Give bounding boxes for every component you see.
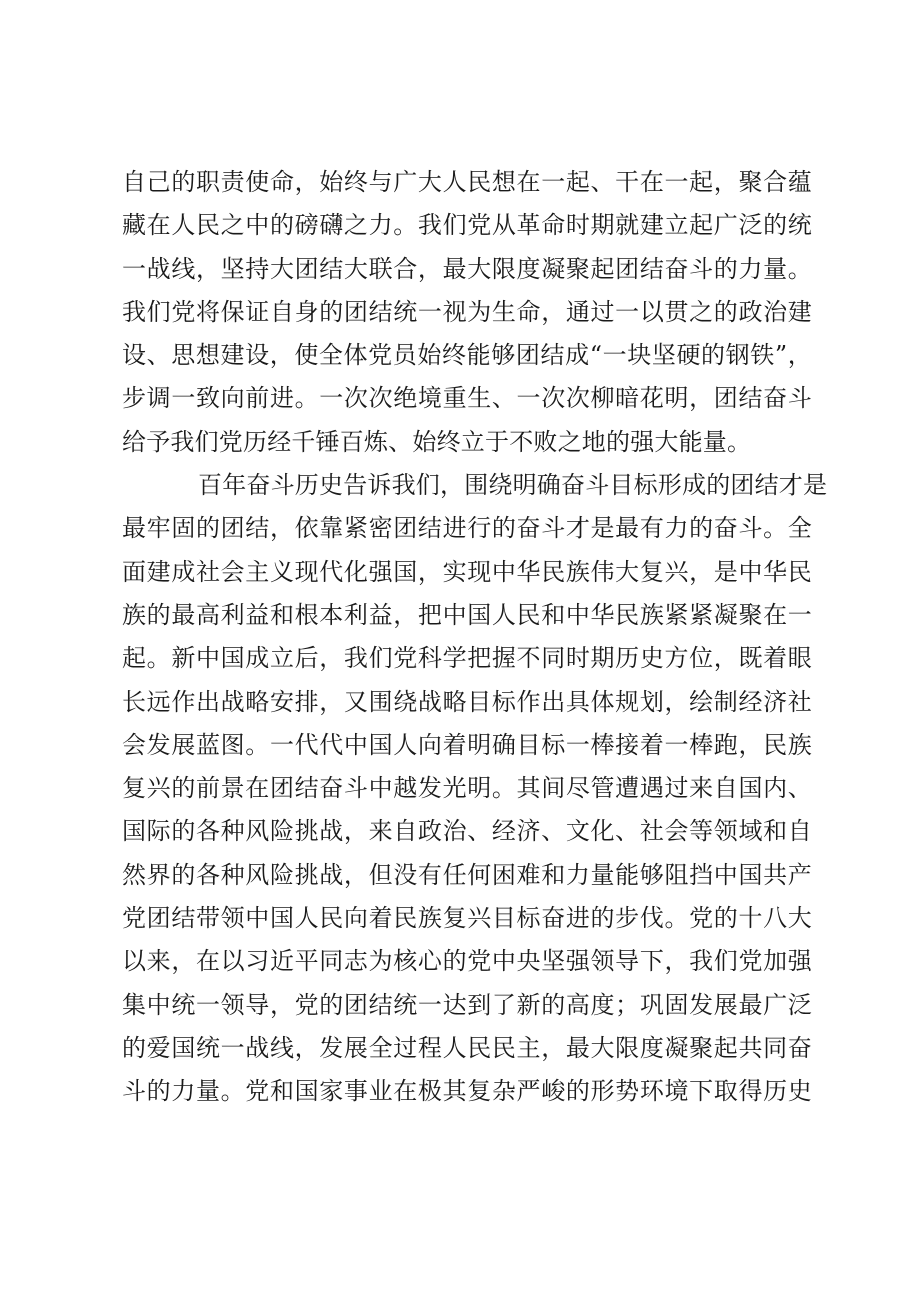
text-line: 起。新中国成立后，我们党科学把握不同时期历史方位，既着眼 — [122, 644, 812, 673]
text-line: 以来，在以习近平同志为核心的党中央坚强领导下，我们党加强 — [122, 947, 812, 976]
text-line: 一战线，坚持大团结大联合，最大限度凝聚起团结奋斗的力量。 — [122, 254, 812, 283]
text-line: 的爱国统一战线，发展全过程人民民主，最大限度凝聚起共同奋 — [122, 1033, 812, 1062]
text-line: 最牢固的团结，依靠紧密团结进行的奋斗才是最有力的奋斗。全 — [122, 514, 812, 543]
text-line: 自己的职责使命，始终与广大人民想在一起、干在一起，聚合蕴 — [122, 168, 812, 196]
paragraph-first-line: 百年奋斗历史告诉我们，围绕明确奋斗目标形成的团结才是 — [198, 471, 828, 500]
text-line: 我们党将保证自身的团结统一视为生命，通过一以贯之的政治建 — [122, 297, 812, 326]
text-line: 然界的各种风险挑战，但没有任何困难和力量能够阻挡中国共产 — [122, 860, 812, 889]
text-line: 长远作出战略安排，又围绕战略目标作出具体规划，绘制经济社 — [122, 687, 812, 716]
text-line: 藏在人民之中的磅礴之力。我们党从革命时期就建立起广泛的统 — [122, 211, 812, 240]
text-line: 设、思想建设，使全体党员始终能够团结成“一块坚硬的钢铁”， — [122, 341, 812, 370]
text-line: 党团结带领中国人民向着民族复兴目标奋进的步伐。党的十八大 — [122, 904, 812, 933]
text-line: 国际的各种风险挑战，来自政治、经济、文化、社会等领域和自 — [122, 817, 812, 846]
text-line: 集中统一领导，党的团结统一达到了新的高度；巩固发展最广泛 — [122, 990, 812, 1019]
text-line: 面建成社会主义现代化强国，实现中华民族伟大复兴，是中华民 — [122, 557, 812, 586]
text-line: 族的最高利益和根本利益，把中国人民和中华民族紧紧凝聚在一 — [122, 600, 812, 629]
text-line: 给予我们党历经千锤百炼、始终立于不败之地的强大能量。 — [122, 427, 752, 456]
text-line: 会发展蓝图。一代代中国人向着明确目标一棒接着一棒跑，民族 — [122, 730, 812, 759]
text-line: 步调一致向前进。一次次绝境重生、一次次柳暗花明，团结奋斗 — [122, 384, 812, 413]
text-line: 复兴的前景在团结奋斗中越发光明。其间尽管遭遇过来自国内、 — [122, 774, 812, 803]
body-text — [122, 161, 828, 1114]
text-line: 斗的力量。党和国家事业在极其复杂严峻的形势环境下取得历史 — [122, 1077, 812, 1106]
